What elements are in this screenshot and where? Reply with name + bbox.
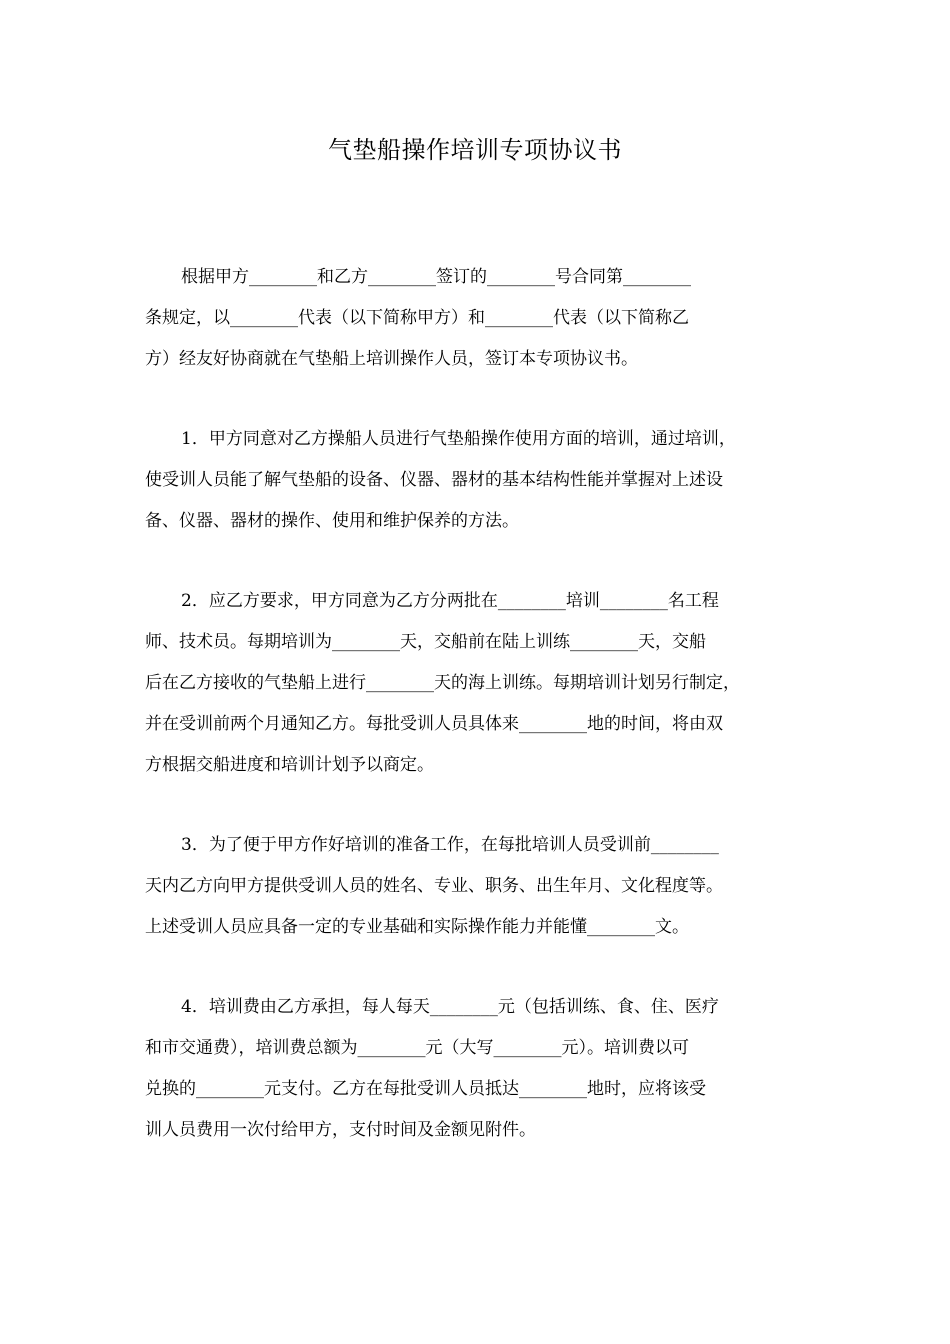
paragraph-line: 3．为了便于甲方作好培训的准备工作，在每批培训人员受训前________ xyxy=(181,835,719,855)
paragraph-line: 上述受训人员应具备一定的专业基础和实际操作能力并能懂________文。 xyxy=(145,917,689,937)
paragraph-line: 方根据交船进度和培训计划予以商定。 xyxy=(145,755,434,775)
clause-4-paragraph xyxy=(145,987,825,1151)
clause-1-paragraph xyxy=(145,419,825,542)
paragraph-line: 后在乙方接收的气垫船上进行________天的海上训练。每期培训计划另行制定， xyxy=(145,673,740,693)
paragraph-line: 并在受训前两个月通知乙方。每批受训人员具体来________地的时间，将由双 xyxy=(145,714,723,734)
paragraph-line: 训人员费用一次付给甲方，支付时间及金额见附件。 xyxy=(145,1120,536,1140)
clause-2-paragraph xyxy=(145,581,825,786)
paragraph-line: 备、仪器、器材的操作、使用和维护保养的方法。 xyxy=(145,511,519,531)
paragraph-line: 1．甲方同意对乙方操船人员进行气垫船操作使用方面的培训，通过培训， xyxy=(181,429,736,449)
paragraph-line: 根据甲方________和乙方________签订的________号合同第________ xyxy=(181,267,691,287)
paragraph-line: 兑换的________元支付。乙方在每批受训人员抵达________地时，应将该受 xyxy=(145,1079,706,1099)
paragraph-line: 使受训人员能了解气垫船的设备、仪器、器材的基本结构性能并掌握对上述设 xyxy=(145,470,723,490)
intro-paragraph xyxy=(145,257,825,380)
paragraph-line: 方）经友好协商就在气垫船上培训操作人员，签订本专项协议书。 xyxy=(145,349,638,369)
paragraph-line: 条规定，以________代表（以下简称甲方）和________代表（以下简称乙 xyxy=(145,308,689,328)
paragraph-line: 4．培训费由乙方承担，每人每天________元（包括训练、食、住、医疗 xyxy=(181,997,719,1017)
paragraph-line: 和市交通费），培训费总额为________元（大写________元）。培训费以可 xyxy=(145,1038,689,1058)
paragraph-line: 2．应乙方要求，甲方同意为乙方分两批在________培训________名工程 xyxy=(181,591,719,611)
paragraph-line: 天内乙方向甲方提供受训人员的姓名、专业、职务、出生年月、文化程度等。 xyxy=(145,876,723,896)
clause-3-paragraph xyxy=(145,825,825,948)
document-title: 气垫船操作培训专项协议书 xyxy=(328,136,622,164)
paragraph-line: 师、技术员。每期培训为________天，交船前在陆上训练________天，交船 xyxy=(145,632,706,652)
